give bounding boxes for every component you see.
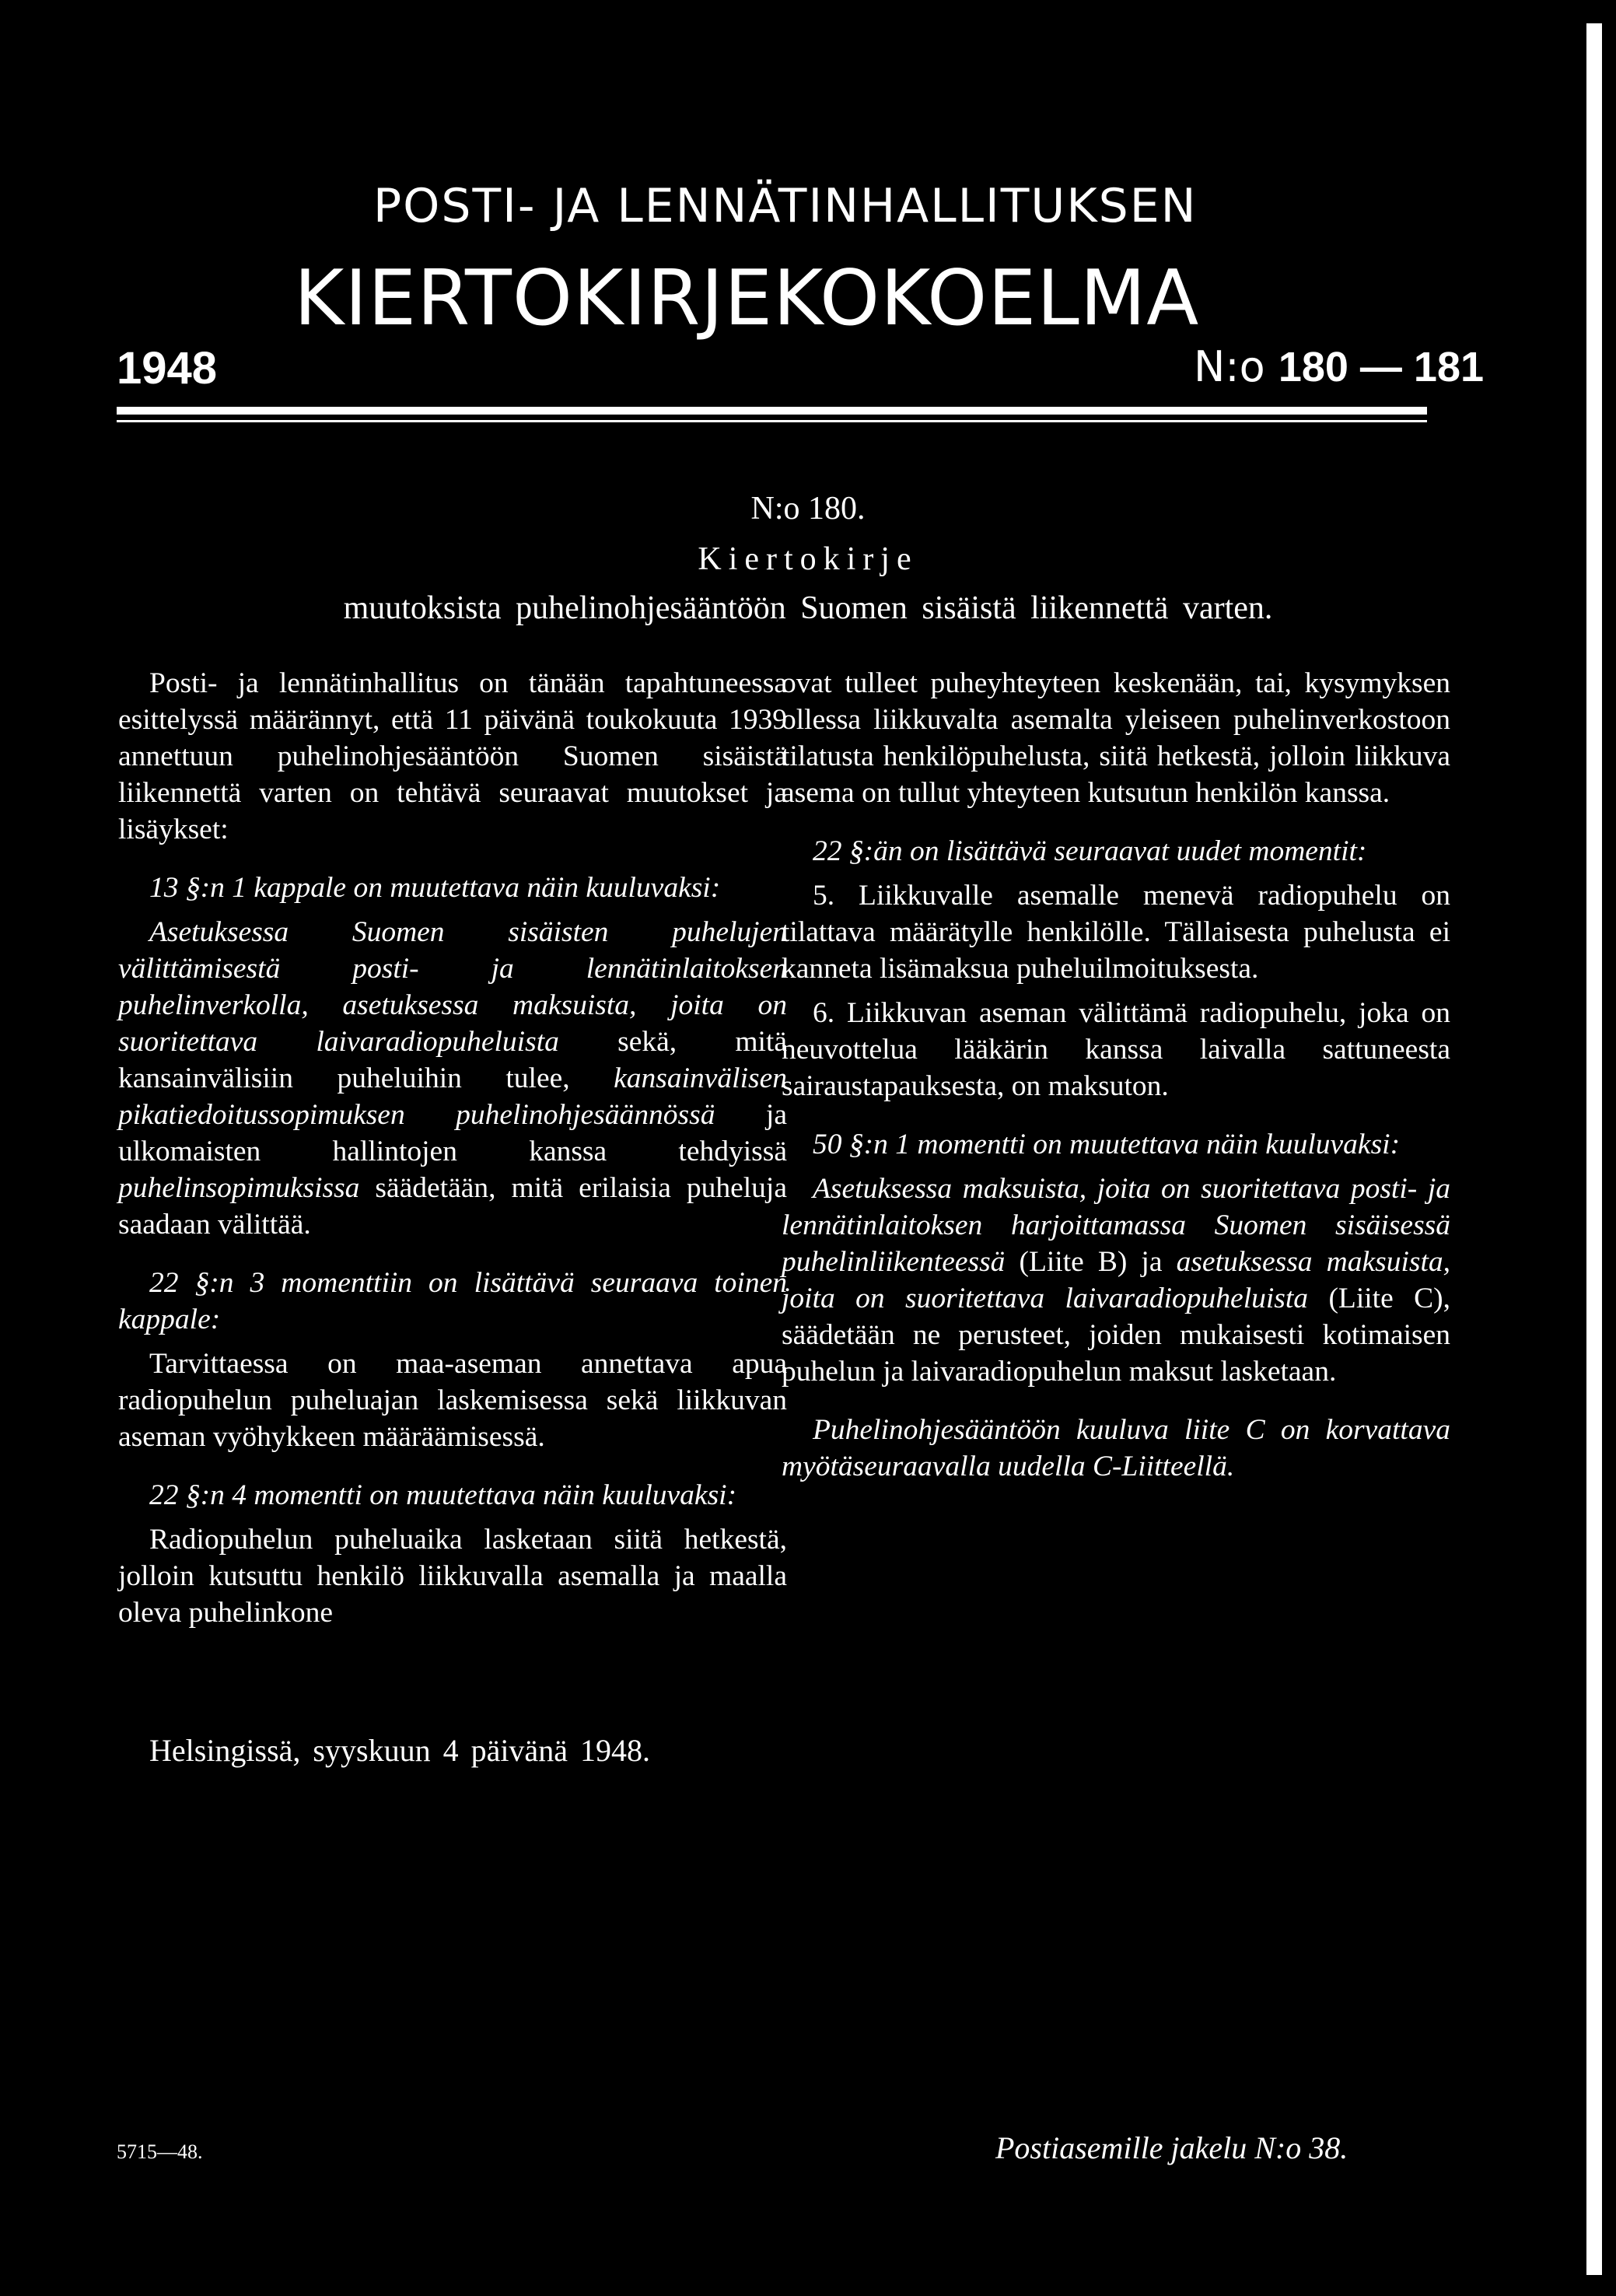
masthead-publisher: POSTI- JA LENNÄTINHALLITUKSEN bbox=[373, 179, 1198, 233]
masthead-number-prefix: N:o bbox=[1194, 342, 1265, 391]
intro-paragraph: Posti- ja lennätinhallitus on tänään tapahtuneessa esittelyssä määrännyt, että 11 päivänä toukokuuta 1939 annettuun puhelinohjesääntöön Suomen sisäistä liikennettä varten on tehtävä seuraavat muutokset ja lisäykset: bbox=[118, 667, 787, 845]
masthead-number bbox=[1194, 342, 1484, 391]
section-13-roman-c: säädetään, mitä erilaisia puheluja saadaan välittää. bbox=[118, 1172, 787, 1241]
section-50-text bbox=[782, 1171, 1450, 1390]
document-number: N:o 180. bbox=[750, 491, 866, 527]
section-22-3-heading bbox=[118, 1265, 787, 1338]
section-50-italic-b: asetuksessa maksuista, joita on suoritettava laivaradiopuheluista bbox=[782, 1246, 1451, 1314]
section-13-text bbox=[118, 914, 787, 1243]
section-50-heading-text: 50 §:n 1 momentti on muutettava näin kuuluvaksi: bbox=[813, 1129, 1401, 1160]
section-13-italic-a: Asetuksessa Suomen sisäisten puhelujen välittämisestä posti- ja lennätinlaitoksen puhelinverkolla, asetuksessa maksuista, joita on suoritettava laivaradiopuheluista bbox=[118, 916, 787, 1058]
section-22-3-heading-text: 22 §:n 3 momenttiin on lisättävä seuraava toinen kappale: bbox=[118, 1267, 787, 1335]
section-22-3-text: Tarvittaessa on maa-aseman annettava apua radiopuhelun puheluajan laskemisessa sekä liikkuvan aseman vyöhykkeen määräämisessä. bbox=[118, 1348, 787, 1453]
section-50-heading bbox=[782, 1126, 1450, 1163]
section-50-roman-a: (Liite B) ja bbox=[1005, 1246, 1177, 1278]
section-13-italic-c: puhelinsopimuksissa bbox=[118, 1172, 360, 1204]
section-22-4-heading-text: 22 §:n 4 momentti on muutettava näin kuuluvaksi: bbox=[149, 1479, 737, 1511]
masthead-year: 1948 bbox=[117, 343, 218, 394]
section-13-roman-a: sekä, mitä kansainvälisiin puheluihin tulee, bbox=[118, 1026, 787, 1094]
new-moment-5: 5. Liikkuvalle asemalle menevä radiopuhelu on tilattava määrätylle henkilölle. Tällaisesta puhelusta ei kanneta lisämaksua puheluilmoituksesta. bbox=[782, 880, 1450, 985]
document-type: Kiertokirje bbox=[698, 541, 918, 577]
section-50-roman-b: (Liite C), säädetään ne perusteet, joiden mukaisesti kotimaisen puhelun ja laivaradiopuhelun maksut lasketaan. bbox=[782, 1283, 1451, 1388]
section-22-new-heading bbox=[782, 833, 1450, 870]
section-22-new-heading-text: 22 §:än on lisättävä seuraavat uudet momentit: bbox=[813, 835, 1367, 867]
page-edge-bar bbox=[1586, 23, 1602, 2275]
right-column bbox=[782, 665, 1450, 1507]
section-13-heading bbox=[118, 870, 787, 906]
signoff-place-date: Helsingissä, syyskuun 4 päivänä 1948. bbox=[149, 1733, 650, 1768]
appendix-note bbox=[782, 1412, 1450, 1485]
section-13-italic-b: kansainvälisen pikatiedoitussopimuksen puhelinohjesäännössä bbox=[118, 1062, 787, 1131]
section-22-4-text: Radiopuhelun puheluaika lasketaan siitä hetkestä, jolloin kutsuttu henkilö liikkuvalla asemalla ja maalla oleva puhelinkone bbox=[118, 1524, 787, 1629]
masthead-number-range: 180 — 181 bbox=[1278, 344, 1485, 390]
section-13-roman-b: ja ulkomaisten hallintojen kanssa tehdyissä bbox=[118, 1099, 787, 1167]
new-moment-6: 6. Liikkuvan aseman välittämä radiopuhelu, joka on neuvottelua lääkärin kanssa laivalla sattuneesta sairaustapauksesta, on maksuton. bbox=[782, 997, 1450, 1102]
section-13-heading-text: 13 §:n 1 kappale on muutettava näin kuuluvaksi: bbox=[149, 872, 721, 904]
left-column bbox=[118, 665, 787, 1653]
footer-distribution: Postiasemille jakelu N:o 38. bbox=[995, 2130, 1348, 2165]
section-50-italic-a: Asetuksessa maksuista, joita on suoritettava posti- ja lennätinlaitoksen harjoittamassa Suomen sisäisessä puhelinliikenteessä bbox=[782, 1173, 1450, 1278]
section-22-4-heading bbox=[118, 1477, 787, 1514]
document-subject: muutoksista puhelinohjesääntöön Suomen sisäistä liikennettä varten. bbox=[343, 590, 1273, 626]
section-22-4-continuation: ovat tulleet puheyhteyteen keskenään, tai, kysymyksen ollessa liikkuvalta asemalta yleiseen puhelinverkostoon tilatusta henkilöpuhelusta, siitä hetkestä, jolloin liikkuva asema on tullut yhteyteen kutsutun henkilön kanssa. bbox=[782, 667, 1450, 809]
masthead-rule-thin bbox=[117, 420, 1427, 422]
appendix-note-text: Puhelinohjesääntöön kuuluva liite C on korvattava myötäseuraavalla uudella C-Liitteellä. bbox=[782, 1414, 1450, 1482]
masthead-title: KIERTOKIRJEKOKOELMA bbox=[294, 254, 1200, 343]
masthead-rule-thick bbox=[117, 407, 1427, 415]
footer-print-code: 5715—48. bbox=[117, 2140, 203, 2163]
